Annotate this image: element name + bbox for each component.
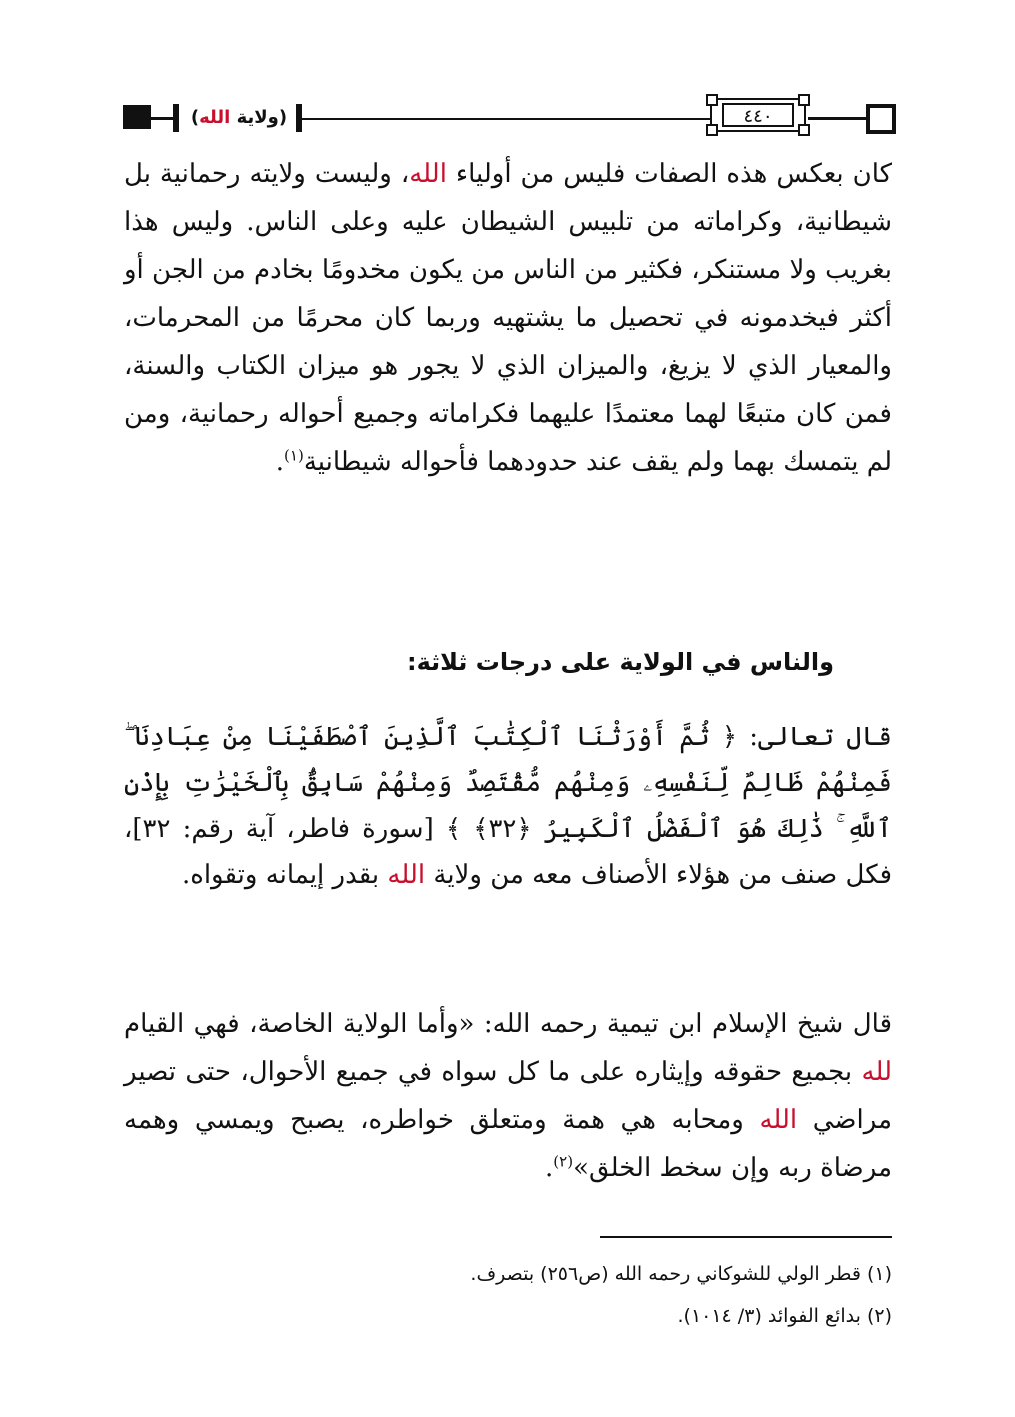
footnote-1: (١) قطر الولي للشوكاني رحمه الله (ص٢٥٦) بتصرف. [470, 1263, 892, 1285]
footnote-2: (٢) بدائع الفوائد (٣/ ١٠١٤). [677, 1305, 892, 1327]
page-number: ٤٤٠ [722, 103, 794, 127]
header-ornament-square-outline [866, 104, 896, 134]
footnote-separator [600, 1236, 892, 1238]
quran-verse: ﴿ ثُمَّ أَوْرَثْنَا ٱلْكِتَٰبَ ٱلَّذِينَ ٱصْطَفَيْنَا مِنْ عِبَادِنَا ۖ فَمِنْهُمْ ظَالِمٌ لِّنَفْسِهِۦ وَمِنْهُم مُّقْتَصِدٌ وَمِنْهُمْ سَابِقٌۢ بِٱلْخَيْرَٰتِ بِإِذْنِ ٱللَّهِ ۚ ذَٰلِكَ هُوَ ٱلْفَضْلُ ٱلْكَبِيرُ ﴿٣٢﴾ ﴾ [124, 722, 893, 844]
header-ornament-bar [173, 104, 179, 132]
paragraph-1: كان بعكس هذه الصفات فليس من أولياء الله، وليست ولايته رحمانية بل شيطانية، وكراماته من تلبيس الشيطان عليه وعلى الناس. وليس هذا بغريب ولا مستنكر، فكثير من الناس من يكون مخدومًا بخادم من الجن أو أكثر فيخدمونه في تحصيل ما يشتهيه وربما كان محرمًا من المحرمات، والمعيار الذي لا يزيغ، والميزان الذي لا يجور هو ميزان الكتاب والسنة، فمن كان متبعًا لهما معتمدًا عليهما فكراماته وجميع أحواله رحمانية، ومن لم يتمسك بهما ولم يقف عند حدودهما فأحواله شيطانية$^{(١)}$. [124, 159, 892, 477]
paragraph-2: قال تعالى: ﴿ ثُمَّ أَوْرَثْنَا ٱلْكِتَٰبَ ٱلَّذِينَ ٱصْطَفَيْنَا مِنْ عِبَادِنَا ۖ فَمِنْهُمْ ظَالِمٌ لِّنَفْسِهِۦ وَمِنْهُم مُّقْتَصِدٌ وَمِنْهُمْ سَابِقٌۢ بِٱلْخَيْرَٰتِ بِإِذْنِ ٱللَّهِ ۚ ذَٰلِكَ هُوَ ٱلْفَضْلُ ٱلْكَبِيرُ ﴿٣٢﴾ ﴾ [سورة فاطر، آية رقم: ٣٢]، فكل صنف من هؤلاء الأصناف معه من ولاية الله بقدر إيمانه وتقواه. [124, 722, 893, 890]
page-header [118, 98, 898, 138]
allah-word: الله [759, 1105, 798, 1135]
header-rule-long [302, 118, 710, 120]
header-rule-short [151, 117, 173, 120]
footnote-ref-1[interactable]: (١) [284, 446, 304, 465]
allah-word: لله [861, 1057, 892, 1087]
paragraph-3: قال شيخ الإسلام ابن تيمية رحمه الله: «وأما الولاية الخاصة، فهي القيام لله بجميع حقوقه وإيثاره على ما كل سواه في جميع الأحوال، حتى تصير مراضي الله ومحابه هي همة ومتعلق خواطره، يصبح ويمسي وهمه مرضاة ربه وإن سخط الخلق»$^{(٢)}$. [124, 1009, 892, 1183]
running-title: (ولاية الله) [184, 104, 294, 132]
section-heading: والناس في الولاية على درجات ثلاثة: [406, 648, 834, 676]
allah-word: الله [409, 159, 447, 189]
header-rule-right [808, 117, 868, 120]
page-number-box [710, 98, 806, 132]
allah-word: الله [387, 860, 426, 890]
footnote-ref-2[interactable]: (٢) [553, 1152, 574, 1171]
header-ornament-square [123, 105, 151, 129]
